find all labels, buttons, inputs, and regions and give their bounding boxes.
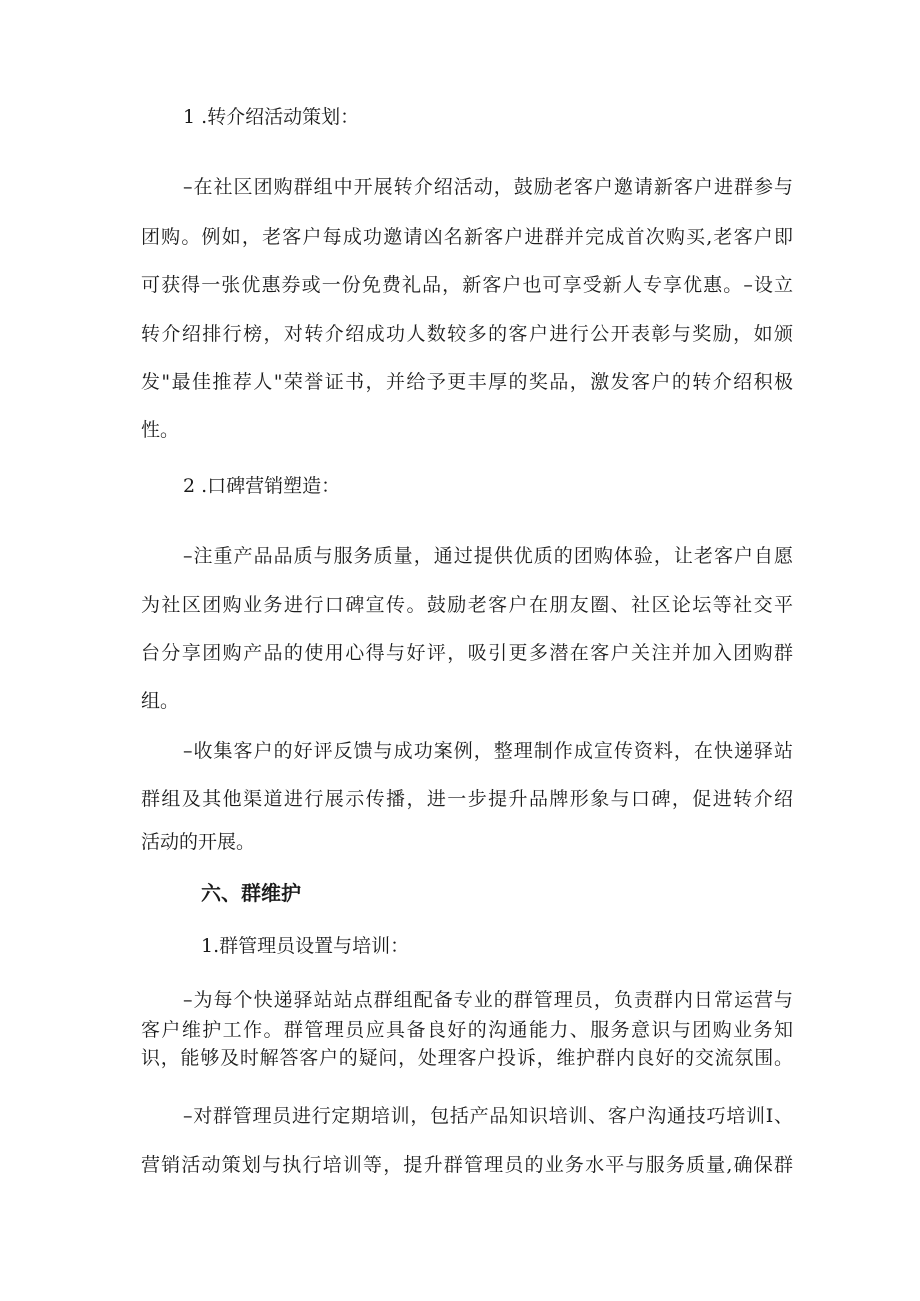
subsection-6-1-title: 1.群管理员设置与培训： <box>201 935 410 957</box>
paragraph-line: 转介绍排行榜，对转介绍成功人数较多的客户进行公开表彰与奖励，如颁 <box>141 323 793 345</box>
section-2-title: 2 .口碑营销塑造： <box>183 475 341 497</box>
section-1-title: 1 .转介绍活动策划： <box>183 106 360 128</box>
paragraph-line: 台分享团购产品的使用心得与好评，吸引更多潜在客户关注并加入团购群 <box>141 642 793 664</box>
paragraph-line: –在社区团购群组中开展转介绍活动，鼓励老客户邀请新客户进群参与 <box>183 176 793 198</box>
paragraph-line: 群组及其他渠道进行展示传播，进一步提升品牌形象与口碑，促进转介绍 <box>141 788 793 810</box>
paragraph-line: –收集客户的好评反馈与成功案例，整理制作成宣传资料，在快递驿站 <box>183 740 793 762</box>
paragraph-line: 识，能够及时解答客户的疑问，处理客户投诉，维护群内良好的交流氛围。 <box>141 1047 793 1069</box>
paragraph-line: 组。 <box>141 690 180 712</box>
paragraph-line: 活动的开展。 <box>141 831 256 853</box>
paragraph-line: –注重产品品质与服务质量，通过提供优质的团购体验，让老客户自愿 <box>183 545 793 567</box>
paragraph-line: 性。 <box>141 419 180 441</box>
chapter-6-heading: 六、群维护 <box>201 881 301 905</box>
paragraph-line: 为社区团购业务进行口碑宣传。鼓励老客户在朋友圈、社区论坛等社交平 <box>141 594 793 616</box>
paragraph-line: 团购。例如，老客户每成功邀请凶名新客户进群并完成首次购买,老客户即 <box>141 226 793 248</box>
paragraph-line: 发"最佳推荐人"荣誉证书，并给予更丰厚的奖品，激发客户的转介绍积极 <box>141 371 793 393</box>
paragraph-line: –为每个快递驿站站点群组配备专业的群管理员，负责群内日常运营与 <box>183 989 793 1011</box>
paragraph-line: 可获得一张优惠券或一份免费礼品，新客户也可享受新人专享优惠。–设立 <box>141 274 793 296</box>
paragraph-line: 客户维护工作。群管理员应具备良好的沟通能力、服务意识与团购业务知 <box>141 1019 793 1041</box>
paragraph-line: –对群管理员进行定期培训，包括产品知识培训、客户沟通技巧培训I、 <box>183 1105 793 1127</box>
paragraph-line: 营销活动策划与执行培训等，提升群管理员的业务水平与服务质量,确保群 <box>141 1154 793 1176</box>
